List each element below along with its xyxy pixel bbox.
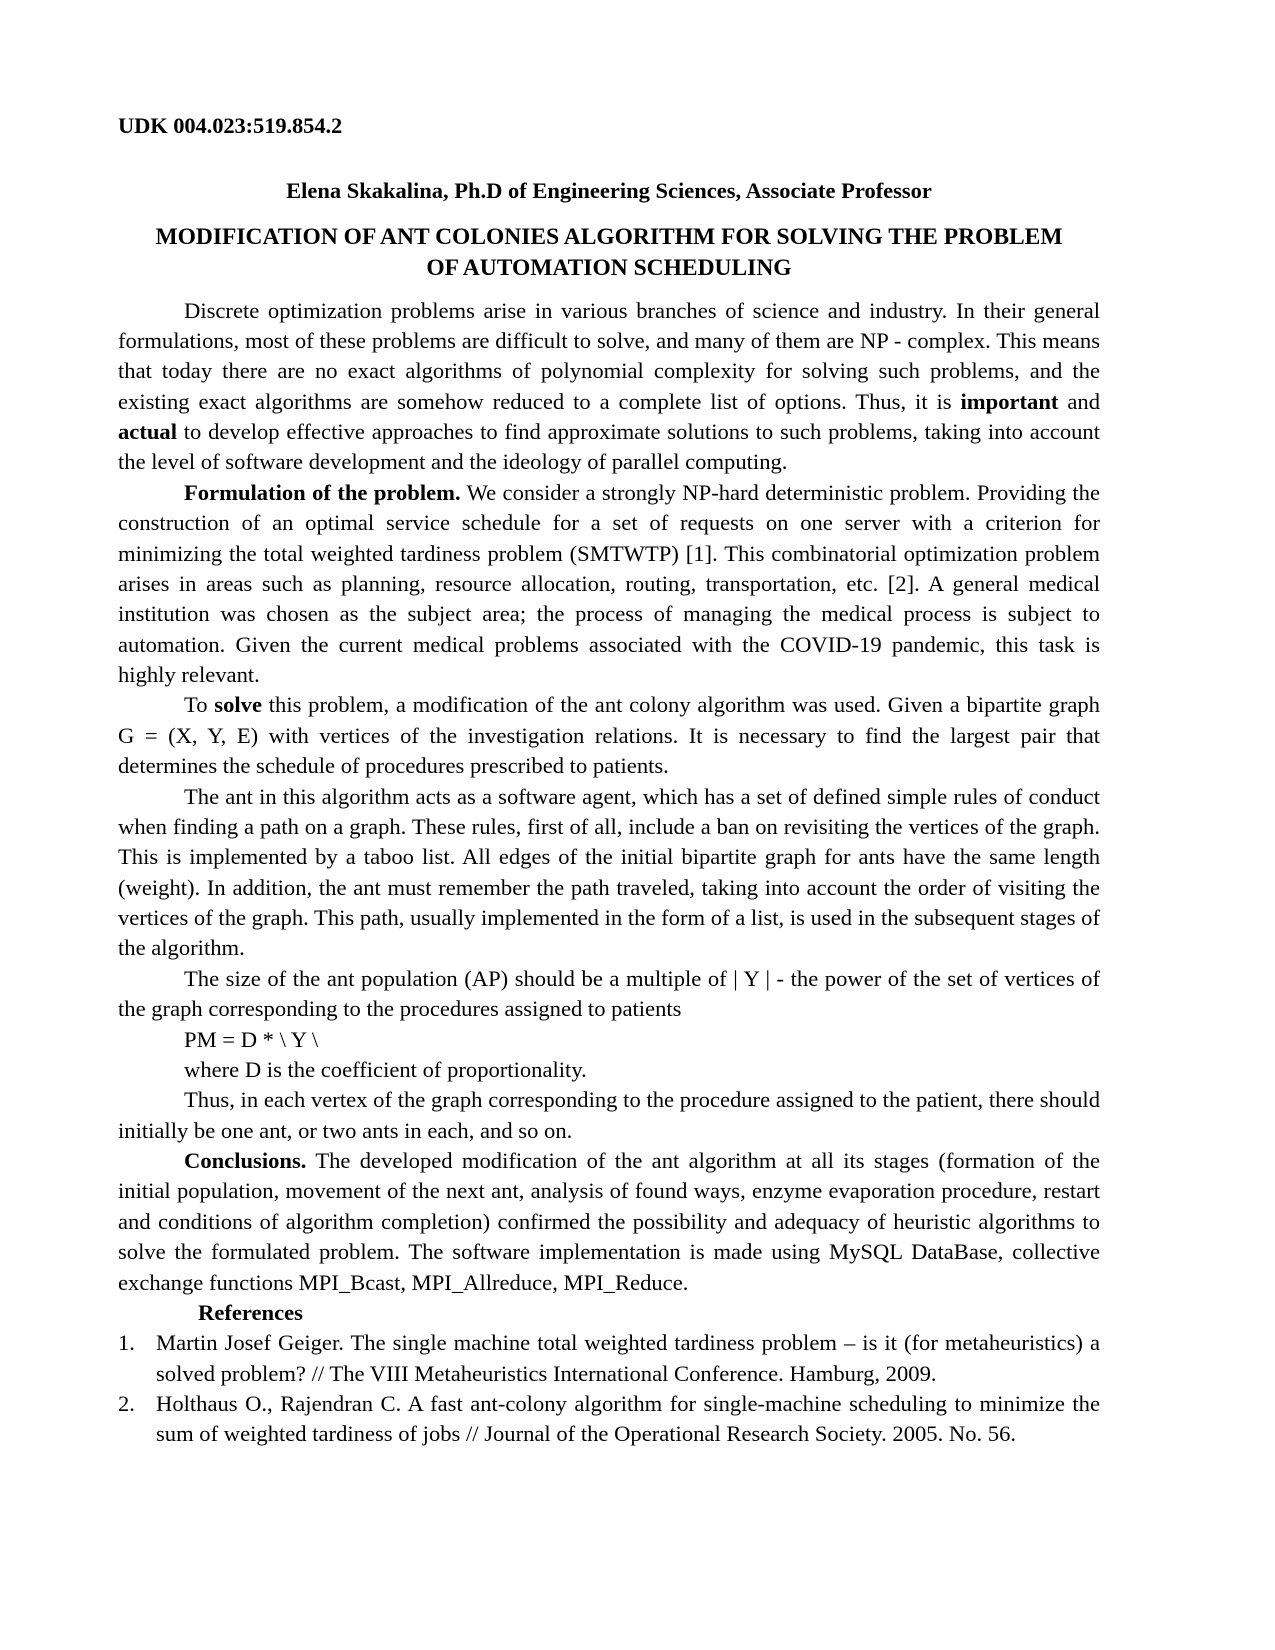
reference-text: Martin Josef Geiger. The single machine total weighted tardiness problem – is it (for metaheuristics) a solved problem? // The VIII Metaheuristics International Conference. Hamburg, 2009. <box>156 1330 1100 1386</box>
document-content <box>118 112 1100 1450</box>
reference-item <box>118 1389 1100 1450</box>
paragraph-intro-part2: to develop effective approaches to find approximate solutions to such problems, taking into account the level of software development and the ideology of parallel computing. <box>118 419 1100 475</box>
paragraph-solve-lead: To <box>184 692 215 718</box>
paragraph-solve-body: this problem, a modification of the ant colony algorithm was used. Given a bipartite graph G = (X, Y, E) with vertices of the investigation relations. It is necessary to find the largest pair that determines the schedule of procedures prescribed to patients. <box>118 692 1100 779</box>
paragraph-intro-part1: Discrete optimization problems arise in various branches of science and industry. In their general formulations, most of these problems are difficult to solve, and many of them are NP - complex. This means that today there are no exact algorithms of polynomial complexity for solving such problems, and the existing exact algorithms are somehow reduced to a complete list of options. Thus, it is <box>118 297 1100 414</box>
title-line-2: OF AUTOMATION SCHEDULING <box>426 254 792 281</box>
emphasis-important: important <box>960 388 1059 414</box>
paragraph-formulation-body: We consider a strongly NP-hard deterministic problem. Providing the construction of an optimal service schedule for a set of requests on one server with a criterion for minimizing the total weighted tardiness problem (SMTWTP) [1]. This combinatorial optimization problem arises in areas such as planning, resource allocation, routing, transportation, etc. [2]. A general medical institution was chosen as the subject area; the process of managing the medical process is subject to automation. Given the current medical problems associated with the COVID-19 pandemic, this task is highly relevant. <box>118 479 1100 688</box>
reference-item <box>118 1328 1100 1389</box>
paragraph-conclusions <box>118 1146 1100 1298</box>
paragraph-solve <box>118 690 1100 781</box>
paragraph-intro-conj: and <box>1058 388 1100 414</box>
paragraph-conclusions-body: The developed modification of the ant algorithm at all its stages (formation of the initial population, movement of the next ant, analysis of found ways, enzyme evaporation procedure, restart and conditions of algorithm completion) confirmed the possibility and adequacy of heuristic algorithms to solve the formulated problem. The software implementation is made using MySQL DataBase, collective exchange functions MPI_Bcast, MPI_Allreduce, MPI_Reduce. <box>118 1148 1100 1295</box>
reference-text: Holthaus O., Rajendran C. A fast ant-colony algorithm for single-machine scheduling to minimize the sum of weighted tardiness of jobs // Journal of the Operational Research Society. 2005. No. 56. <box>156 1391 1100 1447</box>
references-list <box>118 1328 1100 1450</box>
reference-number: 1. <box>118 1330 135 1356</box>
emphasis-actual: actual <box>118 419 177 445</box>
paragraph-ant-agent: The ant in this algorithm acts as a software agent, which has a set of defined simple rules of conduct when finding a path on a graph. These rules, first of all, include a ban on revisiting the vertices of the graph. This is implemented by a taboo list. All edges of the initial bipartite graph for ants have the same length (weight). In addition, the ant must remember the path traveled, taking into account the order of visiting the vertices of the graph. This path, usually implemented in the form of a list, is used in the subsequent stages of the algorithm. <box>118 783 1100 961</box>
formula-note: where D is the coefficient of proportionality. <box>184 1056 587 1082</box>
paragraph-thus: Thus, in each vertex of the graph corresponding to the procedure assigned to the patient, there should initially be one ant, or two ants in each, and so on. <box>118 1087 1100 1143</box>
title-line-1: MODIFICATION OF ANT COLONIES ALGORITHM FOR SOLVING THE PROBLEM <box>155 223 1063 250</box>
reference-number: 2. <box>118 1391 135 1417</box>
formula-pm: PM = D * \ Y \ <box>184 1026 319 1052</box>
heading-conclusions: Conclusions. <box>184 1148 307 1174</box>
paragraph-population-size: The size of the ant population (AP) should be a multiple of | Y | - the power of the set of vertices of the graph corresponding to the procedures assigned to patients <box>118 965 1100 1022</box>
emphasis-solve: solve <box>214 692 262 718</box>
udk-line: UDK 004.023:519.854.2 <box>118 113 343 138</box>
page-title <box>118 222 1100 284</box>
paragraph-formulation <box>118 478 1100 691</box>
paragraph-intro <box>118 296 1100 478</box>
author-line: Elena Skakalina, Ph.D of Engineering Sciences, Associate Professor <box>286 178 932 204</box>
references-heading: References <box>198 1299 303 1325</box>
heading-formulation: Formulation of the problem. <box>184 479 461 505</box>
